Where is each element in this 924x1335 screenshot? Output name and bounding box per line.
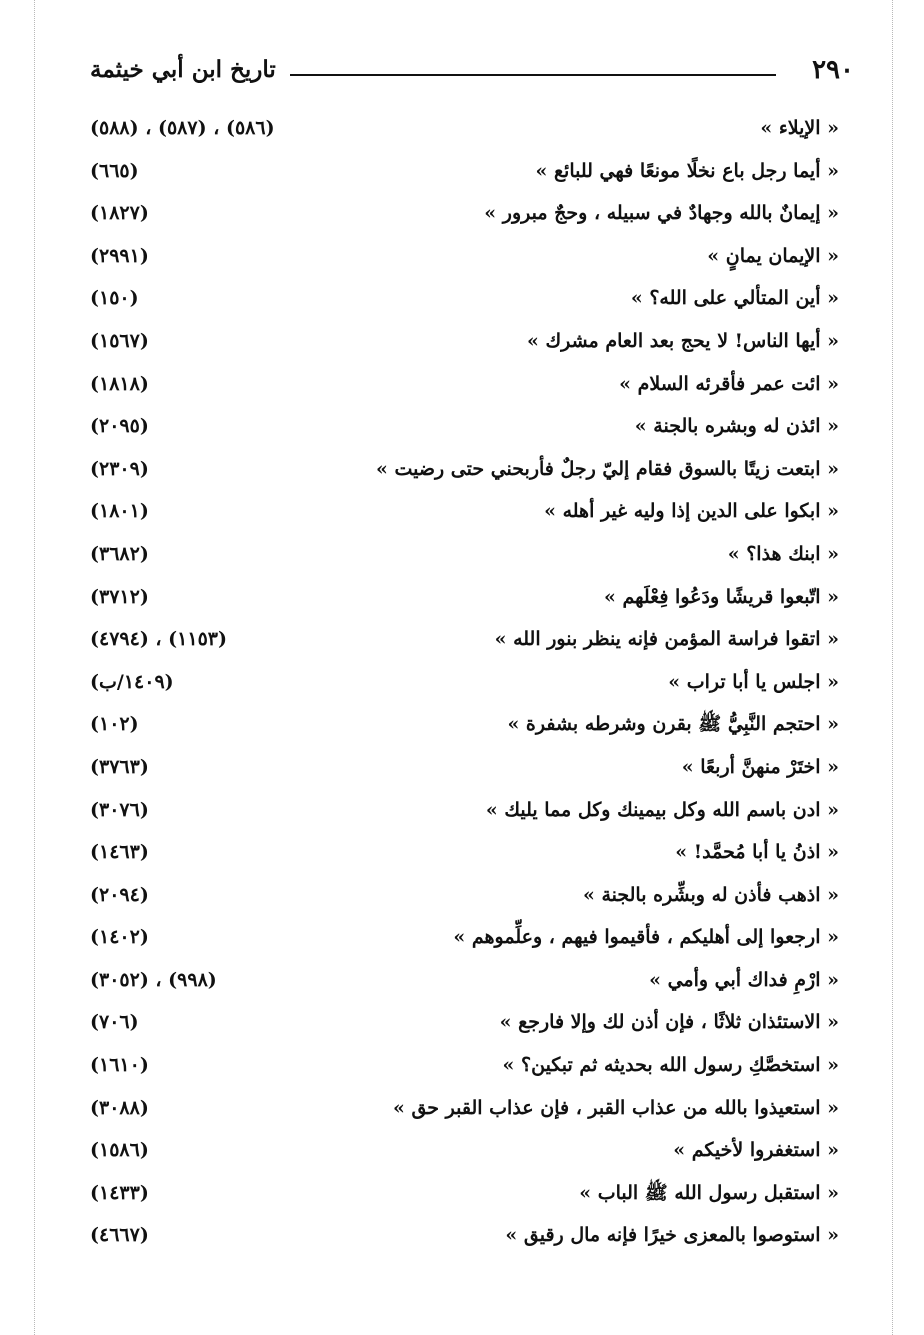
index-entry <box>90 1090 839 1133</box>
entry-reference: (١٠٢) <box>90 713 139 736</box>
entry-reference: (١٨٠١) <box>90 500 149 523</box>
entry-reference: (١٥٦٧) <box>90 329 149 352</box>
index-entry <box>90 749 839 792</box>
entry-reference: (٢٠٩٤) <box>90 883 149 906</box>
entry-reference: (٢٠٩٥) <box>90 415 149 438</box>
entry-text: « ابتعت زيتًا بالسوق فقام إليّ رجلٌ فأربحني حتى رضيت » <box>375 457 839 480</box>
index-entry <box>90 919 839 962</box>
entry-text: « أيها الناس! لا يحج بعد العام مشرك » <box>526 329 839 352</box>
entry-text: « اذهب فأذن له وبشِّره بالجنة » <box>582 883 839 906</box>
entry-text: « ابنك هذا؟ » <box>727 542 839 565</box>
entry-text: « احتجم النَّبِيُّ ﷺ بقرن وشرطه بشفرة » <box>507 713 839 736</box>
entry-reference: (٧٠٦) <box>90 1011 139 1034</box>
entry-reference: (١٤٠٩/ب) <box>90 670 174 693</box>
entry-reference: (٣٠٨٨) <box>90 1096 149 1119</box>
index-entry <box>90 1175 839 1218</box>
entry-reference: (١٤٣٣) <box>90 1181 149 1204</box>
index-entry <box>90 962 839 1005</box>
index-entry <box>90 536 839 579</box>
entry-reference: (١٥٠) <box>90 287 139 310</box>
entry-text: « ائذن له وبشره بالجنة » <box>634 415 839 438</box>
entry-text: « الإيلاء » <box>760 117 839 139</box>
entry-reference: (٢٣٠٩) <box>90 457 149 480</box>
index-entry <box>90 238 839 281</box>
entry-text: « أيما رجل باع نخلًا مونعًا فهي للبائع » <box>535 159 839 182</box>
index-entry <box>90 664 839 707</box>
entry-text: « اجلس يا أبا تراب » <box>668 670 839 693</box>
entry-reference: (٣٧١٢) <box>90 585 149 608</box>
entry-text: « ادن باسم الله وكل بيمينك وكل مما يليك » <box>485 798 839 821</box>
entry-text: « ابكوا على الدين إذا وليه غير أهله » <box>544 500 839 523</box>
entry-reference: (١٨٢٧) <box>90 202 149 225</box>
index-entry <box>90 323 839 366</box>
entry-text: « اتّبعوا قريشًا ودَعُوا فِعْلَهم » <box>604 585 839 608</box>
entry-text: « اتقوا فراسة المؤمن فإنه ينظر بنور الله » <box>494 628 839 651</box>
entry-text: « ائت عمر فأقرئه السلام » <box>619 372 839 395</box>
entry-reference: (٥٨٦) ، (٥٨٧) ، (٥٨٨) <box>90 117 275 139</box>
index-entry <box>90 621 839 664</box>
entry-reference: (٣٦٨٢) <box>90 542 149 565</box>
entry-text: « أين المتألي على الله؟ » <box>630 287 839 310</box>
page-number: ٢٩٠ <box>812 55 854 85</box>
entry-text: « اختَرْ منهنَّ أربعًا » <box>681 755 839 778</box>
entry-reference: (٣٠٧٦) <box>90 798 149 821</box>
index-entry <box>90 1047 839 1090</box>
entry-text: « استوصوا بالمعزى خيرًا فإنه مال رقيق » <box>505 1224 839 1247</box>
entry-text: « الإيمان يمانٍ » <box>707 244 839 267</box>
entry-reference: (٢٩٩١) <box>90 244 149 267</box>
index-entry <box>90 792 839 835</box>
index-entry <box>90 408 839 451</box>
entry-reference: (١٤٦٣) <box>90 841 149 864</box>
index-entry <box>90 1132 839 1175</box>
index-entry <box>90 366 839 409</box>
index-entry <box>90 579 839 622</box>
entry-text: « استعيذوا بالله من عذاب القبر ، فإن عذاب القبر حق » <box>392 1096 839 1119</box>
index-entry <box>90 1004 839 1047</box>
index-entry <box>90 834 839 877</box>
entry-text: « استقبل رسول الله ﷺ الباب » <box>579 1181 839 1204</box>
index-entry <box>90 493 839 536</box>
header-rule <box>290 74 776 76</box>
entry-reference: (٤٦٦٧) <box>90 1224 149 1247</box>
entry-text: « استخصَّكِ رسول الله بحديثه ثم تبكين؟ » <box>502 1054 839 1077</box>
index-entries-list <box>90 110 839 1260</box>
index-entry <box>90 1217 839 1260</box>
index-entry <box>90 451 839 494</box>
entry-text: « استغفروا لأخيكم » <box>673 1139 839 1162</box>
left-margin-dots <box>34 0 35 1335</box>
entry-reference: (١٥٨٦) <box>90 1139 149 1162</box>
entry-text: « ارْمِ فداك أبي وأمي » <box>649 968 839 991</box>
book-title: تاريخ ابن أبي خيثمة <box>90 56 276 83</box>
entry-text: « ارجعوا إلى أهليكم ، فأقيموا فيهم ، وعلِّموهم » <box>453 926 839 949</box>
index-entry <box>90 706 839 749</box>
index-entry <box>90 877 839 920</box>
entry-text: « اذنُ يا أبا مُحمَّد! » <box>675 841 839 864</box>
entry-reference: (٣٧٦٣) <box>90 755 149 778</box>
right-margin-dots <box>892 0 893 1335</box>
entry-text: « إيمانٌ بالله وجهادٌ في سبيله ، وحجٌ مبرور » <box>484 202 839 225</box>
entry-reference: (١٨١٨) <box>90 372 149 395</box>
entry-text: « الاستئذان ثلاثًا ، فإن أذن لك وإلا فارجع » <box>499 1011 839 1034</box>
index-entry <box>90 195 839 238</box>
page-header <box>90 52 854 96</box>
index-entry <box>90 153 839 196</box>
index-entry <box>90 280 839 323</box>
entry-reference: (١١٥٣) ، (٤٧٩٤) <box>90 628 227 651</box>
index-entry <box>90 110 839 153</box>
entry-reference: (١٦١٠) <box>90 1054 149 1077</box>
entry-reference: (١٤٠٢) <box>90 926 149 949</box>
entry-reference: (٦٦٥) <box>90 159 139 182</box>
entry-reference: (٩٩٨) ، (٣٠٥٢) <box>90 968 217 991</box>
